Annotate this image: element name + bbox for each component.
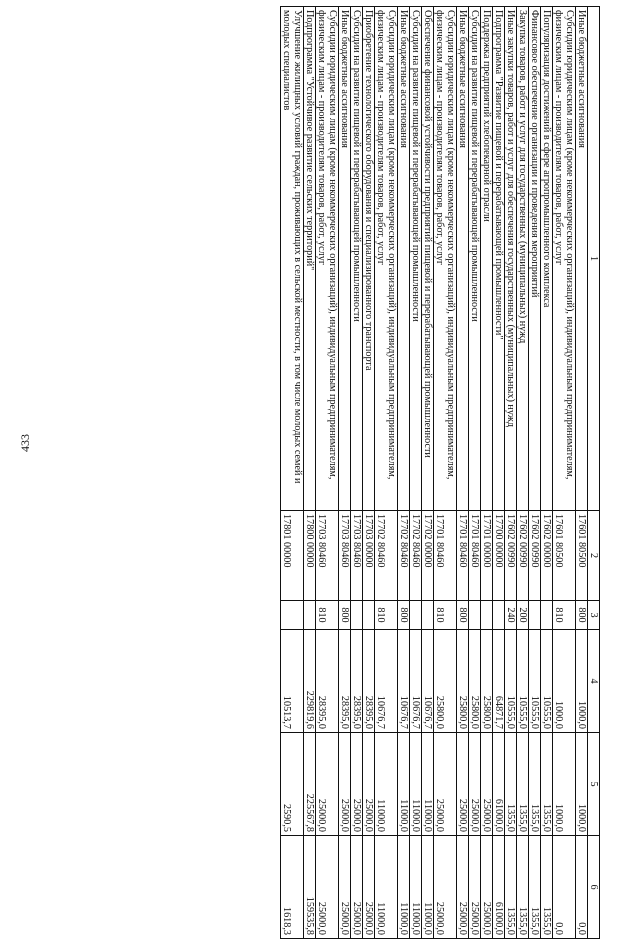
- row-code-cell: 17602 00000: [541, 511, 553, 601]
- row-type-cell: 200: [517, 601, 529, 630]
- row-type-cell: 800: [457, 601, 469, 630]
- row-value-col-6: 11000,0: [398, 836, 410, 939]
- row-code-cell: 17602 00990: [529, 511, 541, 601]
- row-code-cell: 17602 00990: [505, 511, 517, 601]
- table-body: [281, 7, 588, 939]
- row-value-col-4: 10676,7: [398, 630, 410, 733]
- row-value-col-6: 25000,0: [457, 836, 469, 939]
- table-row: [410, 7, 422, 939]
- row-code-cell: 17602 00990: [517, 511, 529, 601]
- row-type-cell: [363, 601, 375, 630]
- page-number: 433: [18, 434, 32, 452]
- row-value-col-6: 1355,0: [541, 836, 553, 939]
- table-row: [281, 7, 304, 939]
- row-code-cell: 17702 80460: [375, 511, 398, 601]
- row-type-cell: 800: [398, 601, 410, 630]
- row-value-col-6: 1355,0: [529, 836, 541, 939]
- table-row: [553, 7, 576, 939]
- row-value-col-5: 1000,0: [553, 733, 576, 836]
- row-value-col-6: 25000,0: [434, 836, 457, 939]
- row-value-col-6: 25000,0: [351, 836, 363, 939]
- row-name-cell: Улучшение жилищных условий граждан, проживающих в сельской местности, в том числе молодых семей и молодых специалистов: [281, 7, 304, 511]
- table-row: [434, 7, 457, 939]
- row-type-cell: 240: [505, 601, 517, 630]
- row-value-col-5: 61000,0: [493, 733, 505, 836]
- row-value-col-6: 1618,3: [281, 836, 304, 939]
- row-code-cell: 17703 80460: [351, 511, 363, 601]
- header-col-3: 3: [588, 601, 600, 630]
- row-value-col-6: 25000,0: [339, 836, 351, 939]
- row-type-cell: 800: [576, 601, 588, 630]
- header-col-5: 5: [588, 733, 600, 836]
- table-row: [481, 7, 493, 939]
- row-name-cell: Иные бюджетные ассигнования: [398, 7, 410, 511]
- table-row: [493, 7, 505, 939]
- row-name-cell: Приобретение технологического оборудования и специализированного транспорта: [363, 7, 375, 511]
- row-value-col-6: 0,0: [553, 836, 576, 939]
- row-value-col-4: 10676,7: [375, 630, 398, 733]
- row-value-col-5: 2590,5: [281, 733, 304, 836]
- row-name-cell: Подпрограмма "Устойчивое развитие сельских территорий": [304, 7, 316, 511]
- row-value-col-4: 28395,0: [363, 630, 375, 733]
- row-type-cell: [422, 601, 434, 630]
- table-row: [422, 7, 434, 939]
- row-value-col-5: 1355,0: [541, 733, 553, 836]
- table-row: [517, 7, 529, 939]
- row-name-cell: Субсидии юридическим лицам (кроме некоммерческих организаций), индивидуальным предпринимателям, физическим лицам - производителям товаров, работ, услуг: [316, 7, 339, 511]
- table-row: [576, 7, 588, 939]
- row-value-col-6: 1355,0: [505, 836, 517, 939]
- row-value-col-5: 25000,0: [339, 733, 351, 836]
- table-row: [469, 7, 481, 939]
- row-value-col-4: 25800,0: [481, 630, 493, 733]
- row-type-cell: 810: [434, 601, 457, 630]
- header-col-2: 2: [588, 511, 600, 601]
- row-type-cell: [529, 601, 541, 630]
- table-row: [457, 7, 469, 939]
- row-value-col-5: 1355,0: [517, 733, 529, 836]
- row-value-col-5: 25000,0: [469, 733, 481, 836]
- row-value-col-6: 1355,0: [517, 836, 529, 939]
- table-row: [363, 7, 375, 939]
- row-name-cell: Субсидии юридическим лицам (кроме некоммерческих организаций), индивидуальным предпринимателям, физическим лицам - производителям товаров, работ, услуг: [553, 7, 576, 511]
- row-value-col-5: 25000,0: [481, 733, 493, 836]
- row-type-cell: [541, 601, 553, 630]
- row-value-col-6: 0,0: [576, 836, 588, 939]
- row-name-cell: Закупка товаров, работ и услуг для государственных (муниципальных) нужд: [517, 7, 529, 511]
- row-type-cell: [469, 601, 481, 630]
- row-type-cell: [304, 601, 316, 630]
- budget-table-container: [280, 6, 600, 935]
- row-code-cell: 17601 80500: [553, 511, 576, 601]
- budget-table: [280, 6, 600, 939]
- row-value-col-4: 1000,0: [576, 630, 588, 733]
- row-value-col-6: 11000,0: [375, 836, 398, 939]
- table-row: [304, 7, 316, 939]
- row-value-col-5: 25000,0: [316, 733, 339, 836]
- row-value-col-5: 11000,0: [398, 733, 410, 836]
- row-name-cell: Иные бюджетные ассигнования: [576, 7, 588, 511]
- row-type-cell: [351, 601, 363, 630]
- row-name-cell: Обеспечение финансовой устойчивости предприятий пищевой и перерабатывающей промышленности: [422, 7, 434, 511]
- row-value-col-6: 61000,0: [493, 836, 505, 939]
- row-value-col-6: 25000,0: [316, 836, 339, 939]
- row-type-cell: [481, 601, 493, 630]
- row-value-col-6: 159535,8: [304, 836, 316, 939]
- row-value-col-5: 1000,0: [576, 733, 588, 836]
- row-name-cell: Субсидии на развитие пищевой и перерабатывающей промышленности: [410, 7, 422, 511]
- row-value-col-6: 11000,0: [422, 836, 434, 939]
- row-value-col-4: 28395,0: [339, 630, 351, 733]
- row-type-cell: [410, 601, 422, 630]
- row-type-cell: 810: [316, 601, 339, 630]
- row-type-cell: 800: [339, 601, 351, 630]
- table-row: [505, 7, 517, 939]
- row-value-col-5: 11000,0: [375, 733, 398, 836]
- row-value-col-4: 28395,0: [316, 630, 339, 733]
- row-name-cell: Иные бюджетные ассигнования: [457, 7, 469, 511]
- row-code-cell: 17703 80460: [339, 511, 351, 601]
- row-code-cell: 17701 00000: [481, 511, 493, 601]
- row-value-col-4: 25800,0: [434, 630, 457, 733]
- row-name-cell: Иные закупки товаров, работ и услуг для обеспечения государственных (муниципальных) нужд: [505, 7, 517, 511]
- row-code-cell: 17703 00000: [363, 511, 375, 601]
- row-value-col-5: 1355,0: [529, 733, 541, 836]
- table-row: [541, 7, 553, 939]
- row-value-col-4: 10555,0: [505, 630, 517, 733]
- row-name-cell: Субсидии на развитие пищевой и перерабатывающей промышленности: [351, 7, 363, 511]
- row-code-cell: 17701 80460: [469, 511, 481, 601]
- row-value-col-5: 25000,0: [351, 733, 363, 836]
- row-type-cell: [493, 601, 505, 630]
- row-type-cell: 810: [375, 601, 398, 630]
- row-value-col-5: 25000,0: [457, 733, 469, 836]
- row-value-col-4: 10676,7: [422, 630, 434, 733]
- table-row: [398, 7, 410, 939]
- row-value-col-6: 11000,0: [410, 836, 422, 939]
- row-value-col-4: 10676,7: [410, 630, 422, 733]
- row-value-col-4: 10513,7: [281, 630, 304, 733]
- row-value-col-6: 25000,0: [481, 836, 493, 939]
- row-value-col-4: 10555,0: [529, 630, 541, 733]
- row-value-col-6: 25000,0: [469, 836, 481, 939]
- row-value-col-5: 11000,0: [422, 733, 434, 836]
- row-code-cell: 17601 80500: [576, 511, 588, 601]
- header-col-1: 1: [588, 7, 600, 511]
- row-type-cell: 810: [553, 601, 576, 630]
- row-value-col-4: 10555,0: [541, 630, 553, 733]
- row-value-col-5: 225567,8: [304, 733, 316, 836]
- row-name-cell: Иные бюджетные ассигнования: [339, 7, 351, 511]
- header-col-4: 4: [588, 630, 600, 733]
- row-value-col-5: 25000,0: [363, 733, 375, 836]
- table-row: [375, 7, 398, 939]
- row-value-col-5: 11000,0: [410, 733, 422, 836]
- row-value-col-5: 1355,0: [505, 733, 517, 836]
- row-value-col-4: 25800,0: [469, 630, 481, 733]
- row-name-cell: Субсидии юридическим лицам (кроме некоммерческих организаций), индивидуальным предпринимателям, физическим лицам - производителям товаров, работ, услуг: [375, 7, 398, 511]
- row-name-cell: Субсидии на развитие пищевой и перерабатывающей промышленности: [469, 7, 481, 511]
- row-name-cell: Подпрограмма "Развитие пищевой и перерабатывающей промышленности": [493, 7, 505, 511]
- header-row: [588, 7, 600, 939]
- row-value-col-4: 25800,0: [457, 630, 469, 733]
- row-value-col-4: 1000,0: [553, 630, 576, 733]
- row-type-cell: [281, 601, 304, 630]
- row-name-cell: Популяризация достижений в сфере агропромышленного комплекса: [541, 7, 553, 511]
- row-code-cell: 17801 00000: [281, 511, 304, 601]
- header-col-6: 6: [588, 836, 600, 939]
- row-name-cell: Финансовое обеспечение организации и проведения мероприятий: [529, 7, 541, 511]
- row-code-cell: 17702 80460: [410, 511, 422, 601]
- row-code-cell: 17700 00000: [493, 511, 505, 601]
- row-name-cell: Субсидии юридическим лицам (кроме некоммерческих организаций), индивидуальным предпринимателям, физическим лицам - производителям товаров, работ, услуг: [434, 7, 457, 511]
- row-code-cell: 17702 80460: [398, 511, 410, 601]
- row-code-cell: 17702 00000: [422, 511, 434, 601]
- row-value-col-6: 25000,0: [363, 836, 375, 939]
- row-code-cell: 17701 80460: [434, 511, 457, 601]
- row-name-cell: Поддержка предприятий хлебопекарной отрасли: [481, 7, 493, 511]
- row-code-cell: 17703 80460: [316, 511, 339, 601]
- row-value-col-5: 25000,0: [434, 733, 457, 836]
- table-row: [316, 7, 339, 939]
- table-row: [339, 7, 351, 939]
- table-row: [529, 7, 541, 939]
- row-value-col-4: 10555,0: [517, 630, 529, 733]
- row-code-cell: 17701 80460: [457, 511, 469, 601]
- row-value-col-4: 229819,6: [304, 630, 316, 733]
- table-row: [351, 7, 363, 939]
- row-value-col-4: 64871,7: [493, 630, 505, 733]
- row-code-cell: 17800 00000: [304, 511, 316, 601]
- row-value-col-4: 28395,0: [351, 630, 363, 733]
